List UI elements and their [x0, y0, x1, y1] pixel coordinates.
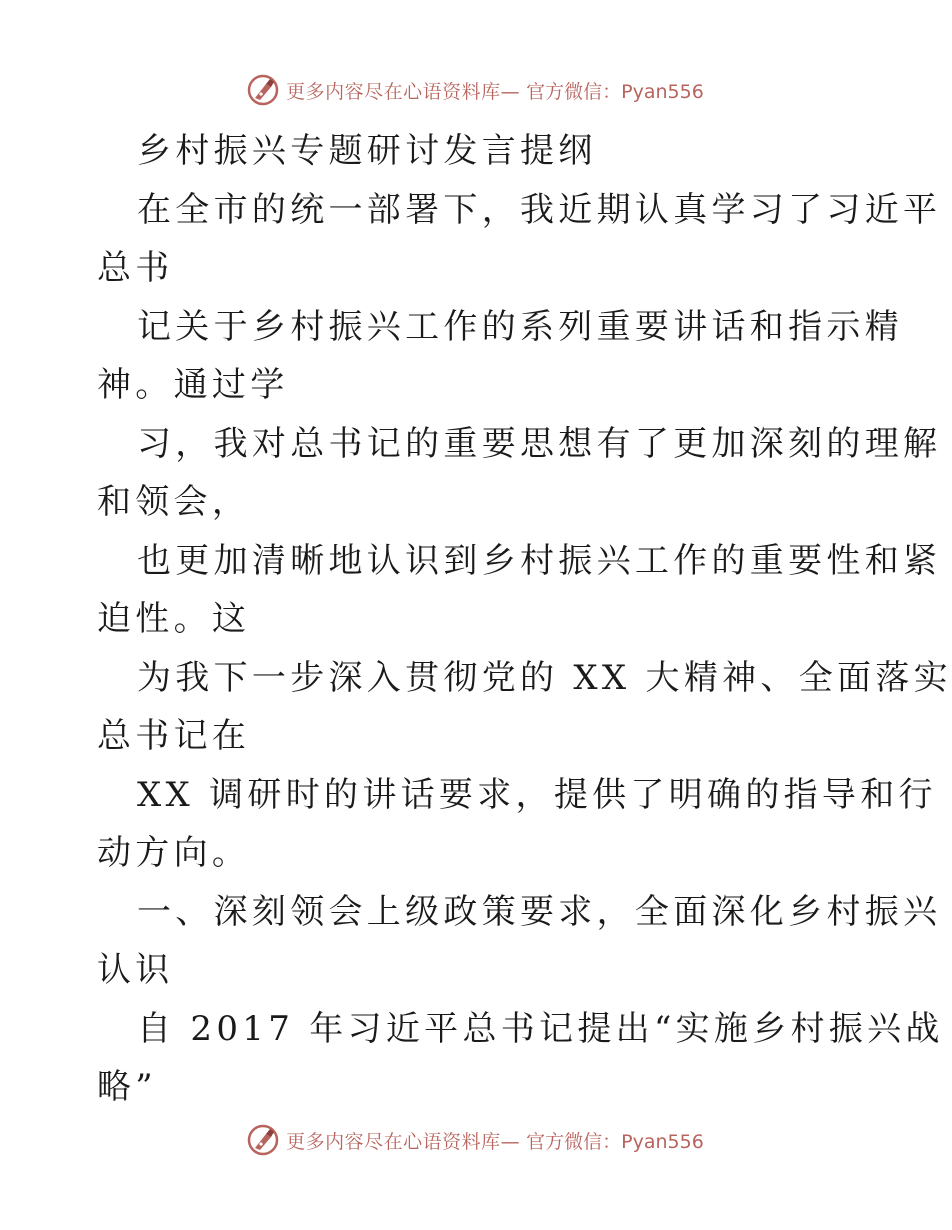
doc-line: 认识 — [97, 950, 174, 990]
pen-nib-logo-icon — [246, 73, 280, 107]
doc-line: 一、深刻领会上级政策要求，全面深化乡村振兴 — [137, 891, 942, 932]
doc-line: 在全市的统一部署下，我近期认真学习了习近平 — [137, 189, 942, 230]
watermark-wechat: 官方微信：Pyan556 — [526, 80, 704, 103]
doc-line: 总书 — [97, 248, 174, 288]
watermark-wechat: 官方微信：Pyan556 — [526, 1130, 704, 1153]
footer-watermark — [0, 1120, 950, 1160]
doc-line: 记关于乡村振兴工作的系列重要讲话和指示精 — [137, 306, 903, 347]
header-watermark — [0, 70, 950, 110]
doc-line: 也更加清晰地认识到乡村振兴工作的重要性和紧 — [137, 540, 942, 581]
doc-line: 自 2017 年习近平总书记提出“实施乡村振兴战 — [137, 1008, 944, 1049]
pen-nib-logo-icon — [246, 1123, 280, 1157]
doc-line: 乡村振兴专题研讨发言提纲 — [137, 131, 597, 171]
doc-line: 动方向。 — [97, 833, 251, 873]
watermark-text: 更多内容尽在心语资料库— — [286, 80, 521, 103]
doc-line: 为我下一步深入贯彻党的 XX 大精神、全面落实 — [137, 657, 952, 698]
doc-line: 总书记在 — [97, 716, 251, 756]
doc-line: 习，我对总书记的重要思想有了更加深刻的理解 — [137, 423, 942, 464]
watermark-text: 更多内容尽在心语资料库— — [286, 1130, 521, 1153]
doc-line: 神。通过学 — [97, 365, 289, 405]
document-body — [97, 122, 952, 1117]
doc-line: 和领会， — [97, 482, 251, 522]
doc-line: XX 调研时的讲话要求，提供了明确的指导和行 — [137, 774, 937, 815]
doc-line: 迫性。这 — [97, 599, 251, 639]
doc-line: 略” — [97, 1067, 157, 1107]
